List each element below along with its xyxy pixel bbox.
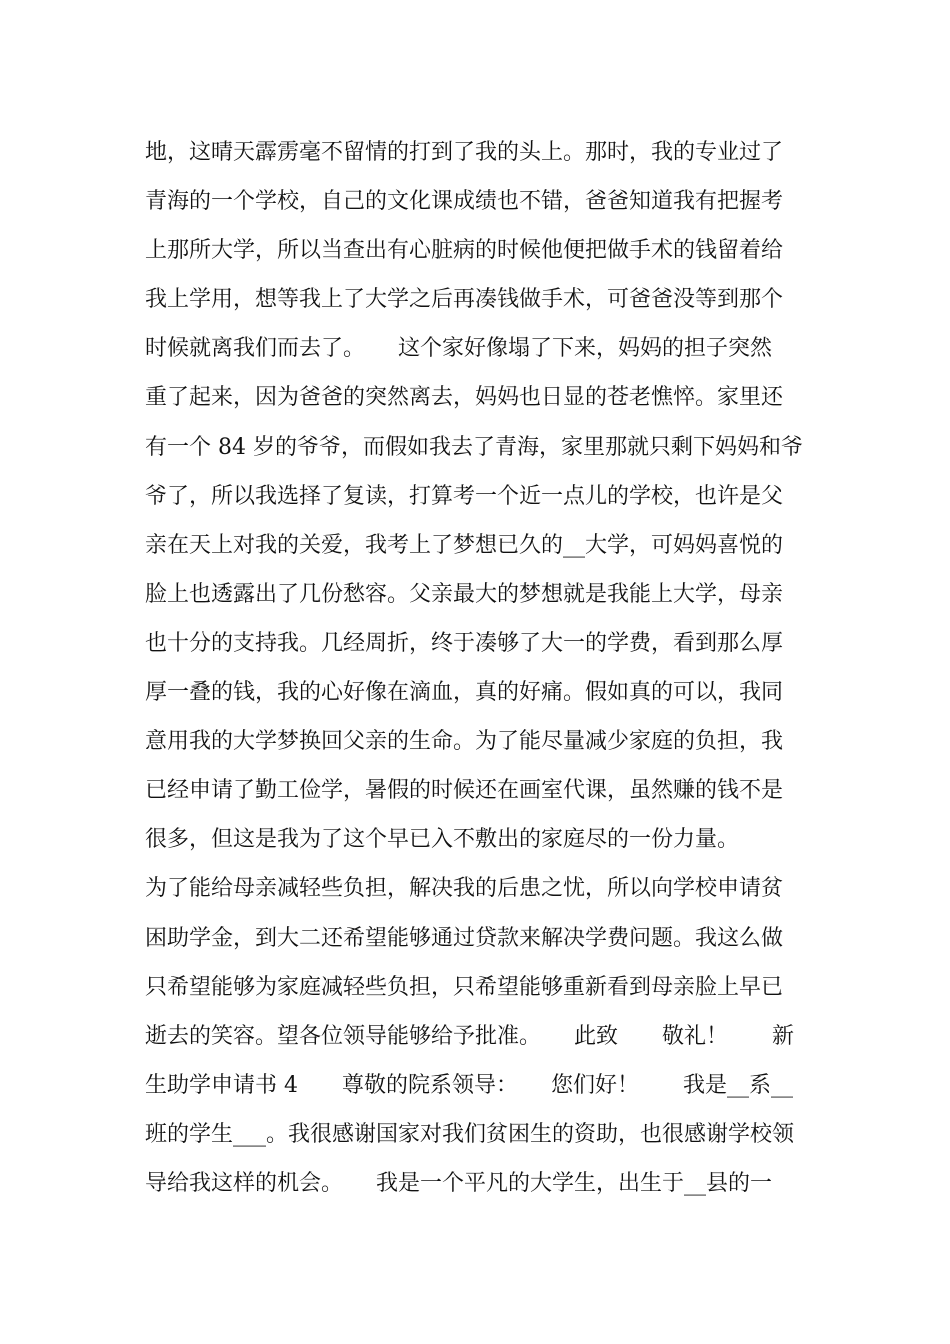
text-line: 厚一叠的钱，我的心好像在滴血，真的好痛。假如真的可以，我同 [145, 680, 784, 706]
text-line: 已经申请了勤工俭学，暑假的时候还在画室代课，虽然赚的钱不是 [145, 778, 784, 804]
text-line: 有一个 84 岁的爷爷，而假如我去了青海，家里那就只剩下妈妈和爷 [145, 434, 803, 460]
text-line: 意用我的大学梦换回父亲的生命。为了能尽量减少家庭的负担，我 [145, 729, 784, 755]
body-text [145, 128, 815, 1208]
text-line: 青海的一个学校，自己的文化课成绩也不错，爸爸知道我有把握考 [145, 189, 784, 215]
text-line: 爷了，所以我选择了复读，打算考一个近一点儿的学校，也许是父 [145, 483, 784, 509]
text-line: 只希望能够为家庭减轻些负担，只希望能够重新看到母亲脸上早已 [145, 974, 784, 1000]
text-line: 逝去的笑容。望各位领导能够给予批准。 此致 敬礼！ 新 [145, 1023, 795, 1049]
text-line: 困助学金，到大二还希望能够通过贷款来解决学费问题。我这么做 [145, 925, 784, 951]
text-line: 生助学申请书 4 尊敬的院系领导： 您们好！ 我是__系__ [145, 1072, 793, 1098]
text-line: 也十分的支持我。几经周折，终于凑够了大一的学费，看到那么厚 [145, 630, 784, 656]
text-line: 上那所大学，所以当查出有心脏病的时候他便把做手术的钱留着给 [145, 238, 784, 264]
text-line: 班的学生___。我很感谢国家对我们贫困生的资助，也很感谢学校领 [145, 1121, 795, 1147]
text-line: 我上学用，想等我上了大学之后再凑钱做手术，可爸爸没等到那个 [145, 287, 784, 313]
text-line: 脸上也透露出了几份愁容。父亲最大的梦想就是我能上大学，母亲 [145, 581, 784, 607]
text-line: 重了起来，因为爸爸的突然离去，妈妈也日显的苍老憔悴。家里还 [145, 385, 784, 411]
text-line: 很多，但这是我为了这个早已入不敷出的家庭尽的一份力量。 [145, 827, 740, 853]
text-line: 导给我这样的机会。 我是一个平凡的大学生，出生于__县的一 [145, 1170, 773, 1196]
text-line: 亲在天上对我的关爱，我考上了梦想已久的__大学，可妈妈喜悦的 [145, 532, 784, 558]
text-line: 地，这晴天霹雳毫不留情的打到了我的头上。那时，我的专业过了 [145, 140, 784, 165]
text-line: 为了能给母亲减轻些负担，解决我的后患之忧，所以向学校申请贫 [145, 876, 784, 902]
text-line: 时候就离我们而去了。 这个家好像塌了下来，妈妈的担子突然 [145, 336, 773, 362]
